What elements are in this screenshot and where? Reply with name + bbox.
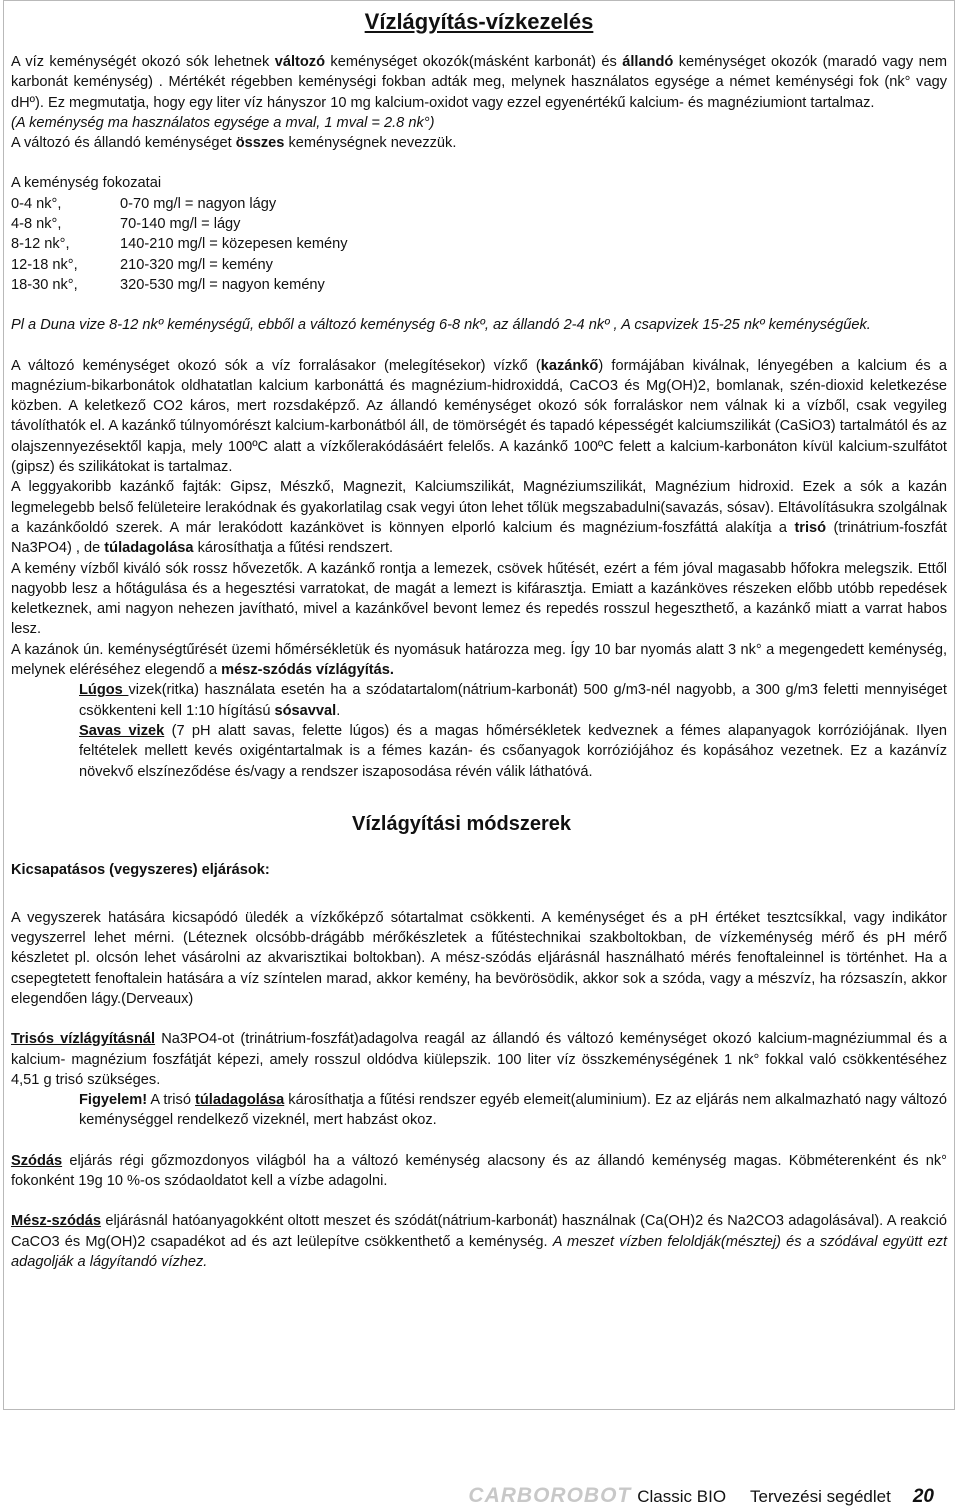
document-title: Vízlágyítás-vízkezelés [364,9,594,34]
scale-types-paragraph [11,477,947,558]
bold-triso-method: Trisós vízlágyításnál [11,1031,156,1048]
spacer [11,1131,947,1151]
hardness-row [11,275,947,295]
total-hardness-note [11,133,947,153]
italic-note: A meszet vízben feloldják(mésztej) és a szódával együtt ezt adagolják a lágyítandó vízhez. [11,1233,948,1270]
tolerance-paragraph [11,640,947,681]
bold-mesz-szodas-method: Mész-szódás [11,1213,102,1230]
methods-header [11,810,947,888]
bold-triso: trisó [794,519,827,536]
body-text: . [336,702,341,719]
hardness-degree: 18-30 nk°, [11,276,78,293]
methods-title: Vízlágyítási módszerek [352,812,571,835]
body-text: károsíthatja a fűtési rendszert. [193,540,394,557]
warning-paragraph [11,1090,947,1131]
bold-mesz-szodas: mész-szódás vízlágyítás. [221,662,394,679]
soda-paragraph [11,1151,947,1192]
body-text: eljárásnál hatóanyagokként oltott meszet és szódát(nátrium-karbonát) használnak (Ca(OH)2 és Na2CO3 adagolásával). A reakció CaCO3 és Mg(OH)2 csapadékot ad és azt leülepítve csökkenthető a keménység. [11,1213,947,1250]
body-text: vizek(ritka) használata esetén ha a szódatartalom(nátrium-karbonát) 500 g/m3-nél nagyobb, a 300 g/m3 feletti mennyiséget csökkenteni kell 1:10 hígítású [79,682,947,719]
body-text: károsíthatja a fűtési rendszer egyéb elemeit(aluminium). Ez az eljárás nem alkalmazható nagy változó keménységgel rendelkező vizeknél, mert habzást okoz. [79,1092,947,1129]
body-text: eljárás régi gőzmozdonyos világból ha a változó keménység alacsony és az állandó keménység magas. Köbméterenként és nk° fokonként 19g 10 %-os szódaoldatot kell a vízbe adagolni. [11,1152,947,1190]
mval-note: (A keménység ma használatos egysége a mval, 1 mval = 2.8 nk°) [11,114,435,131]
intro-text: keménységet okozók (maradó vagy nem karbonát keménység) . Mértékét régebben keménységi fokban adták meg, melynek használatos egysége a német keménységi fok (nk° vagy dHº). Ez megmutatja, hogy egy liter víz hányszor 10 mg kalcium-oxidot vagy ezzel egyenértékű kalcium- és magnéziumiont tartalmaz. [11,54,947,111]
intro-text: keménységet okozók(másként karbonát) és [325,54,623,70]
hardness-desc: 320-530 mg/l = nagyon kemény [120,276,325,293]
hardness-row [11,194,947,214]
danube-note: Pl a Duna vize 8-12 nkº keménységű, ebből a változó keménység 6-8 nkº, az állandó 2-4 nkº , A csapvizek 15-25 nkº keménységűek. [11,317,871,334]
heat-paragraph: A kemény vízből kiváló sók rossz hővezetők. A kazánkő rontja a lemezek, csövek hűtését, ezért a fém jóval magasabb hőfokra melegszik. Ettől nagyobb lesz a hőtágulása és a hegesztési varratokat, de magát a lemezt is kifárasztja. Emiatt a kazánköves részeken előbb utóbb repedések keletkeznek, ami nagyon nehezen javítható, mivel a kazánkővel bevont lemez és repedés rosszul hegeszthető, a kazánkő miatt a varrat habos lesz. [11,560,947,638]
hardness-desc: 0-70 mg/l = nagyon lágy [120,195,277,212]
hardness-desc: 140-210 mg/l = közepesen kemény [120,236,348,253]
hardness-degree: 12-18 nk°, [11,256,78,273]
alkaline-paragraph [11,680,947,721]
intro-bold-allando: állandó [622,54,674,70]
spacer [11,295,947,315]
hardness-desc: 210-320 mg/l = kemény [120,256,273,273]
bold-tuladagolasa-warning: túladagolása [195,1092,285,1109]
bold-sosavval: sósavval [274,702,337,719]
body-text: Na3PO4-ot (trinátrium-foszfát)adagolva reagál az állandó és változó keménységet okozó kalcium-magnéziummal és a kalcium- magnézium foszfátját képezi, amely rosszul oldódva kiülepszik. 100 liter víz összkeménységének 1 nk° fokkal való csökkentéséhez 4,51 g trisó szükséges. [11,1031,947,1088]
intro-text: A víz keménységét okozó sók lehetnek [11,54,275,70]
acid-paragraph [11,721,947,782]
scale-paragraph [11,356,947,478]
hardness-table [11,194,947,295]
brand-logo: CARBOROBOT [468,1484,632,1507]
spacer [11,1191,947,1211]
measurement-paragraph: A vegyszerek hatására kicsapódó üledék a vízkőképző sótartalmat csökkenti. A keménységet és a pH értéket tesztcsíkkal, vagy indikátor vegyszerrel lehet mérni. (Léteznek olcsóbb-drágább mérőkészletek a fűtéstechnikai szakboltokban, de vízkeménység mérő és pH mérő készletet pl. olcsón lehet vásárolni az akvarisztikai boltokban). A mész-szódás eljárásnál használható mérés fenoftaleinnel is történhet. Ha a csepegtetett fenoftalein hatására a víz színtelen marad, akkor kemény, ha bevörösödik, akkor sok a szóda, vagy a mészvíz, ha rózsaszín, akkor elegendően lágy.(Derveaux) [11,909,947,1007]
body-text: A kazánok ún. keménységtűrését üzemi hőmérsékletük és nyomásuk határozza meg. Így 10 bar nyomás alatt 3 nk° a megengedett keménység, melynek eléréséhez elegendő a [11,641,947,679]
bold-figyelem: Figyelem! [79,1092,148,1109]
lime-soda-paragraph [11,1211,947,1272]
triso-paragraph [11,1029,947,1090]
document-name: Tervezési segédlet [750,1487,891,1506]
note-text: A változó és állandó keménységet [11,135,236,152]
body-text: ) formájában kiválnak, lényegében a kalcium és a magnézium-bikarbonátok oldhatatlan kalcium karbonáttá és magnézium-hidroxiddá, CaCO3 és Mg(OH)2, bomlanak, szén-dioxid keletkezése közben. A keletkező CO2 káros, mert rozsdaképző. Az állandó keménységet okozó sók forraláskor nem válnak ki a vízből, csak vegyileg távolíthatók el. A kazánkő túlnyomórészt kalcium-karbonátból áll, de tömörségét és tapadó képességét kalciumszilikát (CaSiO3) tartalmától és az olajszennyezésektől kapja, mely 100ºC alatt a vízkőlerakódásáért felelős. A kazánkő 100ºC felett a kalcium-karbonáton kívül kalcium-szulfátot (gipsz) és szilikátokat is tartalmaz. [11,357,947,476]
intro-bold-valtozo: változó [274,54,325,70]
hardness-degree: 4-8 nk°, [11,216,62,233]
hardness-row [11,214,947,234]
spacer [11,336,947,356]
bold-kazanko: kazánkő [540,357,599,374]
body-text: A trisó [147,1092,195,1109]
note-bold-osszes: összes [235,135,285,152]
bold-tuladagolasa: túladagolása [104,540,194,557]
page-number: 20 [912,1486,934,1507]
hardness-desc: 70-140 mg/l = lágy [120,216,241,233]
body-text: A leggyakoribb kazánkő fajták: Gipsz, Mészkő, Magnezit, Kalciumszilikát, Magnéziumszilikát, Magnézium hidroxid. Ezek a sók a kazán legmelegebb belső felületeire lerakódnak és gyakorlatilag csak vegyi úton lehet tőlük megszabadulni(savazás, sósav). Eltávolításukra szolgálnak a kazánkőoldó szerek. A már lerakódott kazánkövet is könnyen elporló kalcium és magnézium-foszfáttá alakítja a [11,479,947,536]
intro-paragraph [11,52,947,113]
body-text: (7 pH alatt savas, felette lúgos) és a magas hőmérsékletek kedveznek a fémes alapanyagok korróziójának. Ilyen feltételek mellett kevés oxigéntartalmak is a fémes kazán- és csőanyagok korróziójához és kopásához vezetnek. Ez a kazánvíz növekvő elszíneződése és/vagy a rendszer iszaposodása révén válik láthatóvá. [79,722,947,780]
body-text: (trinátrium-foszfát Na3PO4) , de [11,519,947,557]
precipitation-heading: Kicsapatásos (vegyszeres) eljárások: [11,861,270,878]
hardness-degree: 8-12 nk°, [11,236,70,253]
bold-savas-vizek: Savas vizek [79,722,165,739]
product-name: Classic BIO [637,1487,727,1506]
spacer [11,153,947,173]
hardness-row [11,234,947,254]
hardness-heading: A keménység fokozatai [11,175,162,192]
spacer [11,888,947,908]
hardness-row [11,255,947,275]
hardness-degree: 0-4 nk°, [11,195,62,212]
bold-szodas: Szódás [11,1152,63,1169]
spacer [11,1009,947,1029]
body-text: A változó keménységet okozó sók a víz forralásakor (melegítésekor) vízkő ( [11,357,541,374]
bold-lugos: Lúgos [79,682,129,699]
document-body [11,6,947,1272]
note-text: keménységnek nevezzük. [284,135,457,152]
